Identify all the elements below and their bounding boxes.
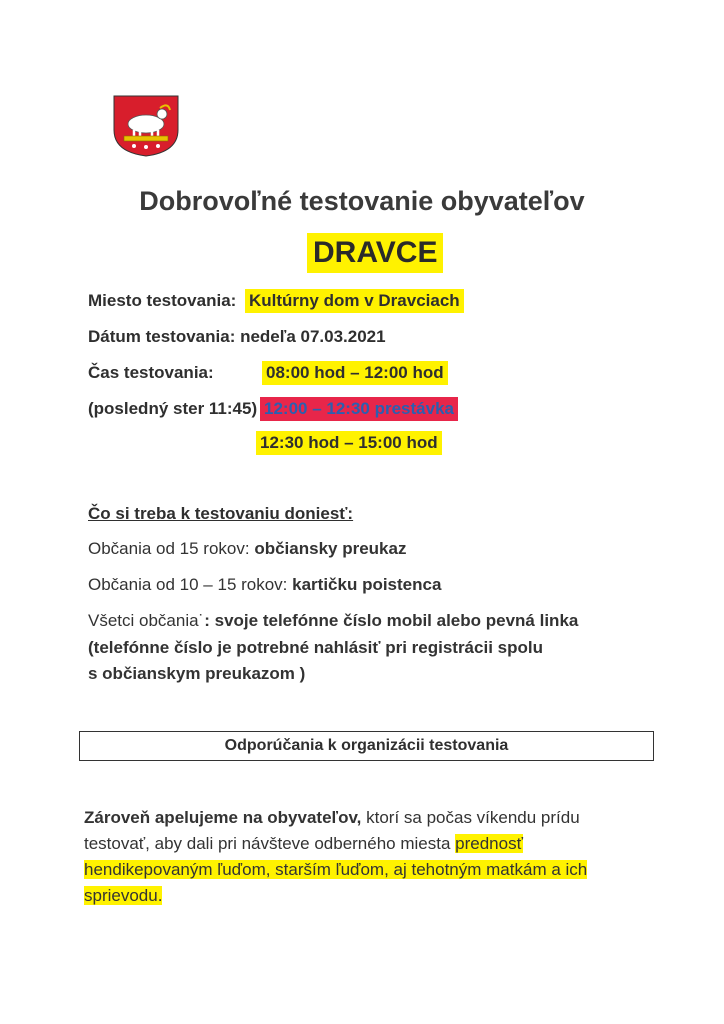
bring-row-children-item: kartičku poistenca bbox=[292, 575, 442, 594]
para-highlight: prednosť hendikepovaným ľuďom, starším ľuďom, aj tehotným matkám a ich sprievodu. bbox=[84, 834, 588, 905]
place-label: Miesto testovania: bbox=[88, 291, 237, 310]
note-line-1: (telefónne číslo je potrebné nahlásiť pri registrácii spolu bbox=[88, 638, 543, 657]
coat-of-arms-icon bbox=[112, 94, 180, 158]
recommend-box-title: Odporúčania k organizácii testovania bbox=[79, 731, 654, 761]
bring-row-adults bbox=[88, 537, 406, 561]
time-label: Čas testovania: bbox=[88, 363, 214, 382]
date-label: Dátum testovania: nedeľa 07.03.2021 bbox=[88, 327, 386, 346]
place-value: Kultúrny dom v Dravciach bbox=[245, 289, 464, 313]
bring-row-all bbox=[88, 609, 688, 633]
recommend-paragraph bbox=[84, 805, 644, 909]
para-text: ktorí sa počas víkendu prídu testovať, aby dali pri návšteve odberného miesta bbox=[84, 808, 580, 853]
time-value-afternoon: 12:30 hod – 15:00 hod bbox=[256, 431, 442, 455]
bring-heading: Čo si treba k testovaniu doniesť: bbox=[88, 504, 354, 523]
bring-row-children-prefix: Občania od 10 – 15 rokov: bbox=[88, 575, 293, 594]
time-value-morning: 08:00 hod – 12:00 hod bbox=[262, 361, 448, 385]
para-bold: Zároveň apelujeme na obyvateľov, bbox=[84, 808, 362, 827]
page-title: Dobrovoľné testovanie obyvateľov bbox=[139, 186, 585, 216]
note-line-2: s občianskym preukazom ) bbox=[88, 664, 306, 683]
bring-row-adults-prefix: Občania od 15 rokov: bbox=[88, 539, 255, 558]
town-name: DRAVCE bbox=[307, 233, 443, 273]
last-smear-label: (posledný ster 11:45) bbox=[88, 399, 258, 418]
bring-row-all-item: : svoje telefónne číslo mobil alebo pevná linka bbox=[204, 611, 579, 630]
bring-row-children bbox=[88, 573, 441, 597]
break-value: 12:00 – 12:30 prestávka bbox=[260, 397, 458, 421]
bring-row-adults-item: občiansky preukaz bbox=[254, 539, 407, 558]
bring-row-all-mark: ˙ bbox=[198, 611, 205, 630]
bring-row-all-note-2 bbox=[88, 662, 305, 686]
bring-row-all-note-1 bbox=[88, 636, 543, 660]
bring-row-all-prefix: Všetci občania bbox=[88, 611, 199, 630]
